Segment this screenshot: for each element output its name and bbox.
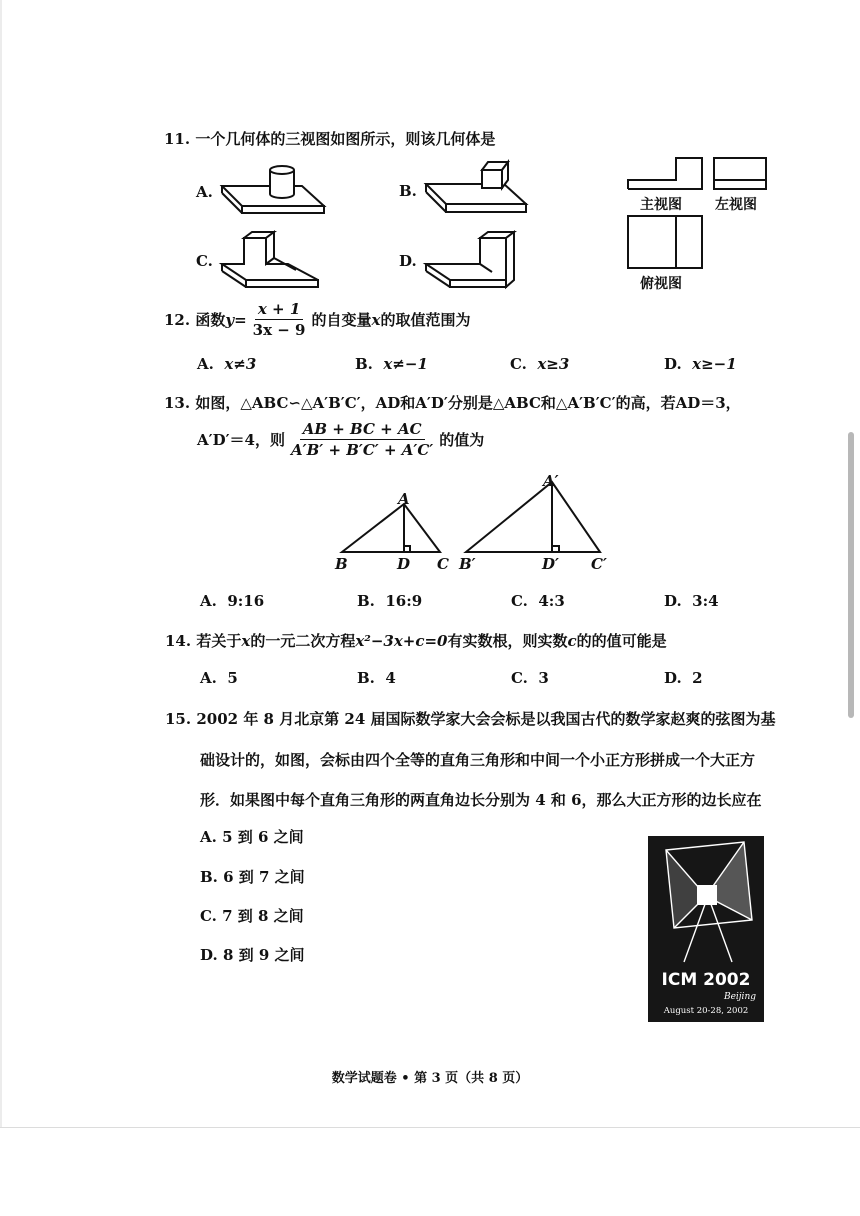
q11-three-views xyxy=(626,154,772,274)
q13-option-d[interactable]: D. 3:4 xyxy=(664,592,719,610)
q13-option-c[interactable]: C. 4:3 xyxy=(511,592,565,610)
q12-option-a[interactable]: A. x≠3 xyxy=(197,355,257,373)
q11-figure-a xyxy=(218,160,328,220)
q14-option-a[interactable]: A. 5 xyxy=(200,669,238,687)
question-15-stem-line3: 形．如果图中每个直角三角形的两直角边长分别为 4 和 6，那么大正方形的边长应在 xyxy=(200,791,762,809)
q11-option-b-label[interactable]: B. xyxy=(399,182,417,200)
q13-option-a[interactable]: A. 9:16 xyxy=(200,592,265,610)
question-15-stem-line2: 础设计的，如图，会标由四个全等的直角三角形和中间一个小正方形拼成一个大正方 xyxy=(200,751,756,769)
icm-logo-title: ICM 2002 xyxy=(661,970,751,990)
page-edge xyxy=(0,0,2,1127)
q14-option-d[interactable]: D. 2 xyxy=(664,669,703,687)
label-a: A xyxy=(398,490,410,508)
label-c-prime: C′ xyxy=(591,555,607,573)
icm-logo-city: Beijing xyxy=(723,992,756,1002)
top-view-label: 俯视图 xyxy=(640,276,682,292)
q12-option-d[interactable]: D. x≥−1 xyxy=(664,355,737,373)
icm-logo-date: August 20-28, 2002 xyxy=(663,1006,749,1016)
q14-option-b[interactable]: B. 4 xyxy=(357,669,396,687)
label-a-prime: A′ xyxy=(543,472,559,490)
label-b: B xyxy=(335,555,348,573)
q11-option-c-label[interactable]: C. xyxy=(196,252,213,270)
question-11-stem: 11. 一个几何体的三视图如图所示，则该几何体是 xyxy=(164,130,496,148)
zhao-shuang-diagram xyxy=(648,836,764,970)
q15-option-c[interactable]: C. 7 到 8 之间 xyxy=(200,907,304,925)
label-d: D xyxy=(397,555,411,573)
q12-option-b[interactable]: B. x≠−1 xyxy=(355,355,428,373)
vertical-scrollbar[interactable] xyxy=(848,432,854,718)
question-13-stem-line1: 13. 如图，△ABC∽△A′B′C′，AD和A′D′分别是△ABC和△A′B′C′的高，若AD＝3， xyxy=(164,394,741,412)
label-b-prime: B′ xyxy=(459,555,476,573)
q14-option-c[interactable]: C. 3 xyxy=(511,669,549,687)
q13-fraction: $\frac{AB + BC + AC}{A'B' + B'C' + A'C'}$ xyxy=(291,420,434,459)
q12-fraction: $\frac{x + 1}{3x - 9}$ xyxy=(252,300,306,339)
q11-option-a-label[interactable]: A. xyxy=(196,183,213,201)
q13-option-b[interactable]: B. 16:9 xyxy=(357,592,423,610)
q11-figure-c xyxy=(218,228,330,292)
question-13-stem-line2: A′D′＝4，则 $\frac{AB + BC + AC}{A'B' + B'C' + A'C'}$ 的值为 xyxy=(197,420,485,459)
front-view-label: 主视图 xyxy=(640,197,682,213)
question-15-stem-line1: 15. 2002 年 8 月北京第 24 届国际数学家大会会标是以我国古代的数学家赵爽的弦图为基 xyxy=(165,710,776,728)
q12-option-c[interactable]: C. x≥3 xyxy=(510,355,570,373)
page-footer: 数学试题卷 • 第 3 页（共 8 页） xyxy=(331,1071,529,1086)
q15-option-b[interactable]: B. 6 到 7 之间 xyxy=(200,868,305,886)
question-14-stem: 14. 若关于x的一元二次方程x²−3x+c=0有实数根，则实数c的的值可能是 xyxy=(165,632,667,650)
label-c: C xyxy=(437,555,449,573)
q11-figure-b xyxy=(422,158,532,220)
q15-option-d[interactable]: D. 8 到 9 之间 xyxy=(200,946,305,964)
q15-option-a[interactable]: A. 5 到 6 之间 xyxy=(200,828,304,846)
q11-option-d-label[interactable]: D. xyxy=(399,252,417,270)
question-12-stem: 12. 函数 y = $\frac{x + 1}{3x - 9}$ 的自变量 x 的取值范围为 xyxy=(164,300,471,339)
label-d-prime: D′ xyxy=(542,555,559,573)
left-view-label: 左视图 xyxy=(715,197,757,213)
icm-2002-logo xyxy=(648,836,764,1022)
page-bottom-divider xyxy=(0,1127,860,1128)
q11-figure-d xyxy=(422,228,534,292)
